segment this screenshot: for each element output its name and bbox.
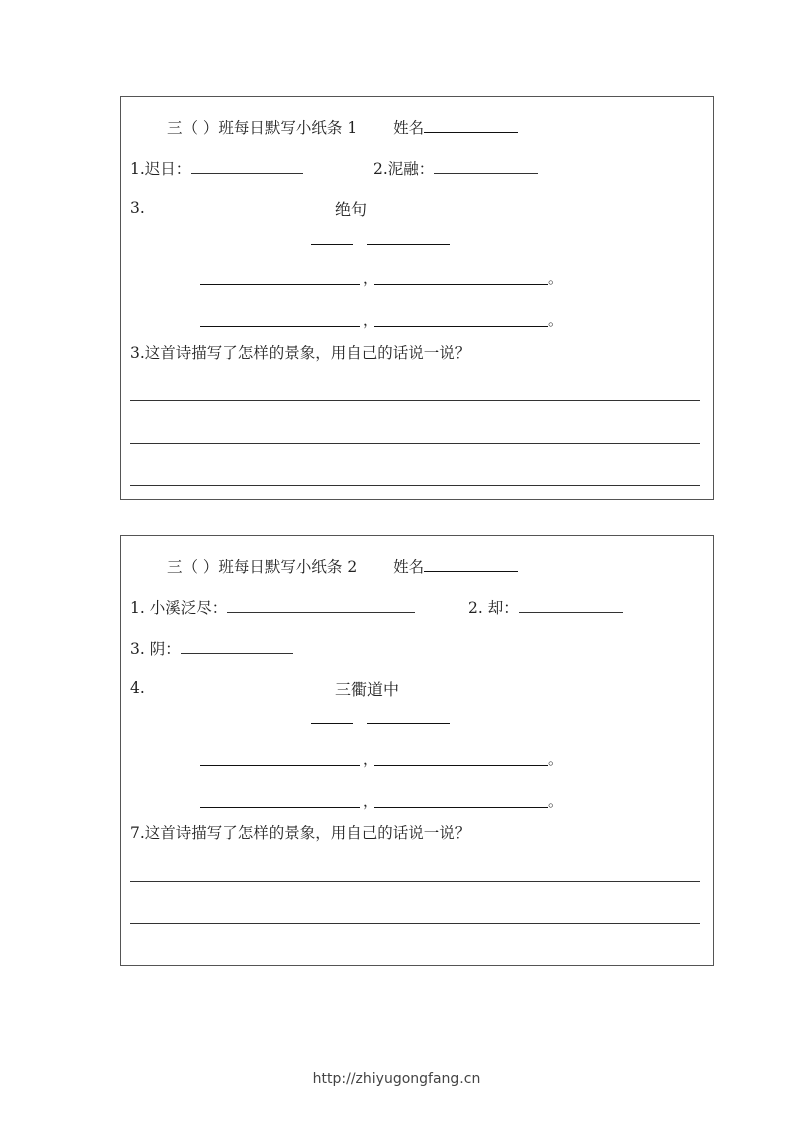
poem-title: 三衢道中 [335,680,400,699]
card-title: 三（ ）班每日默写小纸条 1 [167,119,358,137]
verse-4-blank[interactable] [374,326,548,327]
author-blank[interactable] [367,723,450,724]
answer-line-1[interactable] [130,881,700,882]
period-mark: 。 [548,750,564,768]
question-1-row [130,157,303,179]
dictation-card-1 [120,96,714,500]
dynasty-blank[interactable] [311,723,353,724]
question-2-row [373,157,538,179]
poem-line-1 [200,746,564,768]
answer-3-blank[interactable] [181,637,293,654]
name-field[interactable] [424,553,518,572]
question-3-label: 3. 阴： [130,640,181,658]
poem-line-1 [200,265,564,287]
name-label: 姓名 [393,558,425,576]
answer-line-1[interactable] [130,400,700,401]
question-3-number: 3. [130,199,145,217]
question-1-label: 1.迟日： [130,160,192,178]
card-title: 三（ ）班每日默写小纸条 2 [167,558,358,576]
comma-mark: ， [363,311,379,329]
dictation-card-2 [120,535,714,966]
period-mark: 。 [548,269,564,287]
verse-2-blank[interactable] [374,284,548,285]
poem-line-2 [200,307,564,329]
verse-3-blank[interactable] [200,326,360,327]
answer-1-blank[interactable] [191,157,303,174]
period-mark: 。 [548,792,564,810]
question-2-row [468,596,623,618]
author-blank[interactable] [367,244,450,245]
name-field[interactable] [424,114,518,133]
question-4-number: 4. [130,679,145,697]
card-title-row [167,553,518,577]
poem-author-line [311,225,451,245]
poem-title: 绝句 [335,200,368,219]
answer-line-2[interactable] [130,443,700,444]
answer-1-blank[interactable] [227,596,415,613]
footer-url: http://zhiyugongfang.cn [312,1071,481,1087]
answer-2-blank[interactable] [519,596,623,613]
poem-author-line [311,704,451,724]
question-1-row [130,596,415,618]
verse-3-blank[interactable] [200,807,360,808]
poem-line-2 [200,788,564,810]
question-2-label: 2.泥融： [373,160,435,178]
question-1-label: 1. 小溪泛尽： [130,599,228,617]
verse-1-blank[interactable] [200,765,360,766]
answer-2-blank[interactable] [434,157,538,174]
question-prompt: 3.这首诗描写了怎样的景象，用自己的话说一说？ [130,344,471,362]
comma-mark: ， [363,750,379,768]
question-prompt: 7.这首诗描写了怎样的景象，用自己的话说一说？ [130,824,471,842]
verse-1-blank[interactable] [200,284,360,285]
period-mark: 。 [548,311,564,329]
dynasty-blank[interactable] [311,244,353,245]
comma-mark: ， [363,792,379,810]
verse-4-blank[interactable] [374,807,548,808]
answer-line-3[interactable] [130,485,700,486]
question-3-row [130,637,293,659]
card-title-row [167,114,518,138]
question-2-label: 2. 却： [468,599,519,617]
answer-line-2[interactable] [130,923,700,924]
name-label: 姓名 [393,119,425,137]
comma-mark: ， [363,269,379,287]
verse-2-blank[interactable] [374,765,548,766]
